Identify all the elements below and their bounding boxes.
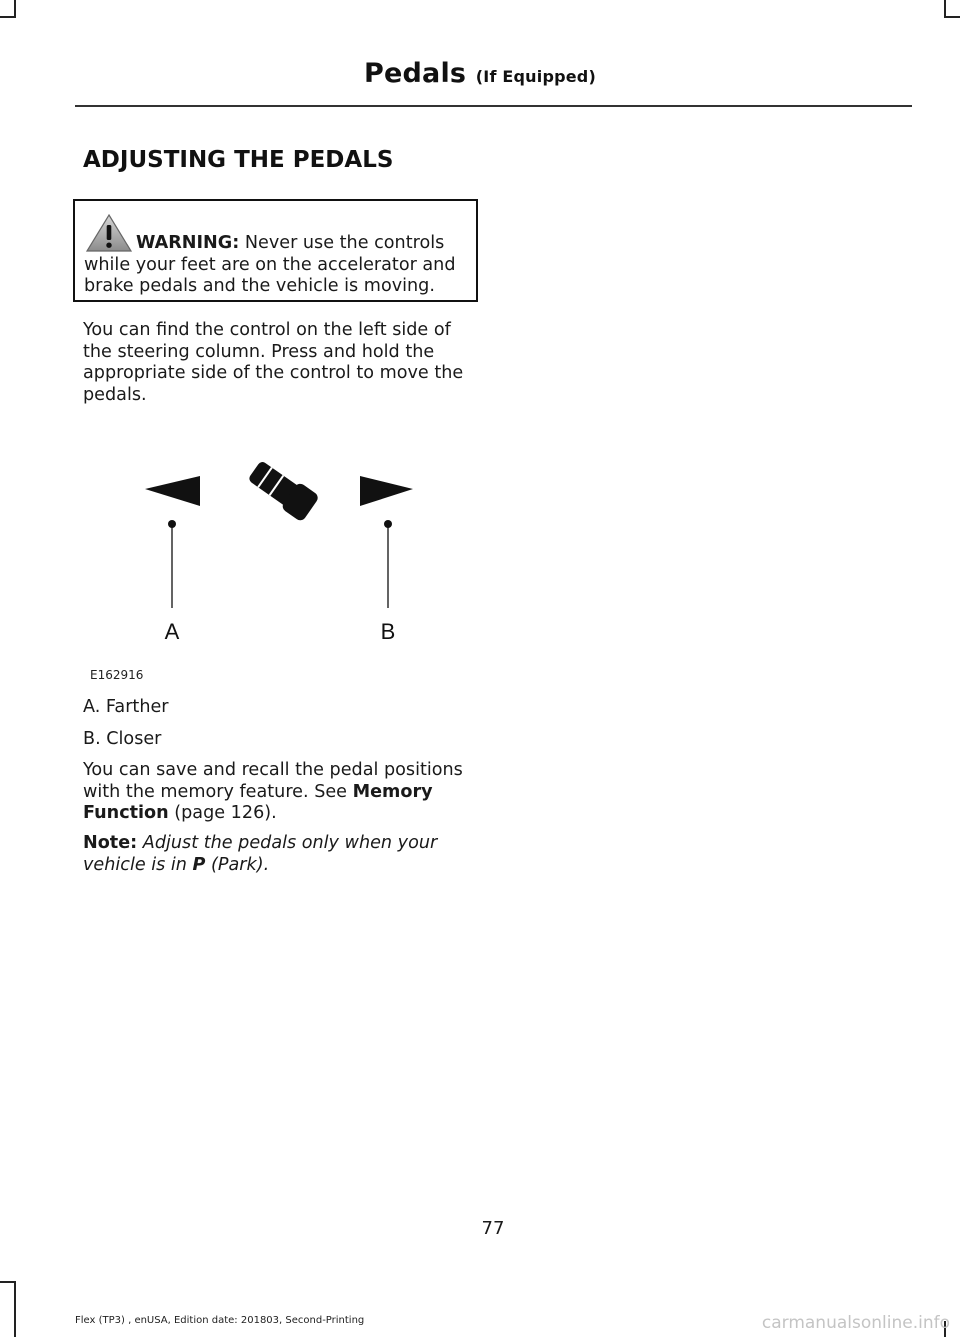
callout-a: A — [164, 619, 180, 644]
memory-function-link[interactable]: Memory Function — [83, 781, 433, 823]
left-arrow-icon — [145, 476, 200, 506]
footer-edition-text: Flex (TP3) , enUSA, Edition date: 201803, Second-Printing — [75, 1315, 365, 1326]
crop-mark-bottom-left-v — [14, 1281, 16, 1337]
callout-b: B — [380, 619, 396, 644]
crop-mark-bottom-left-h — [0, 1281, 16, 1283]
legend-item-a: A. Farther — [83, 697, 169, 717]
page-header-title: Pedals (If Equipped) — [364, 58, 596, 89]
section-heading: ADJUSTING THE PEDALS — [83, 147, 394, 173]
right-arrow-icon — [360, 476, 413, 506]
warning-box — [73, 199, 478, 302]
crop-mark-top-right-h — [944, 16, 960, 18]
memory-paragraph: You can save and recall the pedal positions with the memory feature. See Memory Function (page 126). — [83, 760, 463, 823]
warning-label: WARNING: — [136, 233, 240, 253]
legend-item-b: B. Closer — [83, 729, 162, 749]
crop-mark-top-left-h — [0, 16, 16, 18]
page-header-subtitle: (If Equipped) — [475, 67, 596, 86]
note-label: Note: — [83, 833, 138, 853]
note-paragraph: Note: Adjust the pedals only when your vehicle is in P (Park). — [83, 833, 438, 875]
park-letter: P — [192, 854, 206, 875]
warning-text: WARNING: Never use the controls while your feet are on the accelerator and brake pedals and the vehicle is moving. — [84, 233, 456, 296]
header-divider — [75, 105, 912, 107]
intro-paragraph: You can find the control on the left side of the steering column. Press and hold the appropriate side of the control to move the pedals. — [83, 320, 464, 405]
illustration-code: E162916 — [90, 668, 144, 682]
watermark-text: carmanualsonline.info — [761, 1313, 950, 1333]
pedal-icon — [245, 457, 320, 523]
page-number: 77 — [481, 1218, 505, 1239]
pedal-control-illustration — [83, 440, 483, 685]
